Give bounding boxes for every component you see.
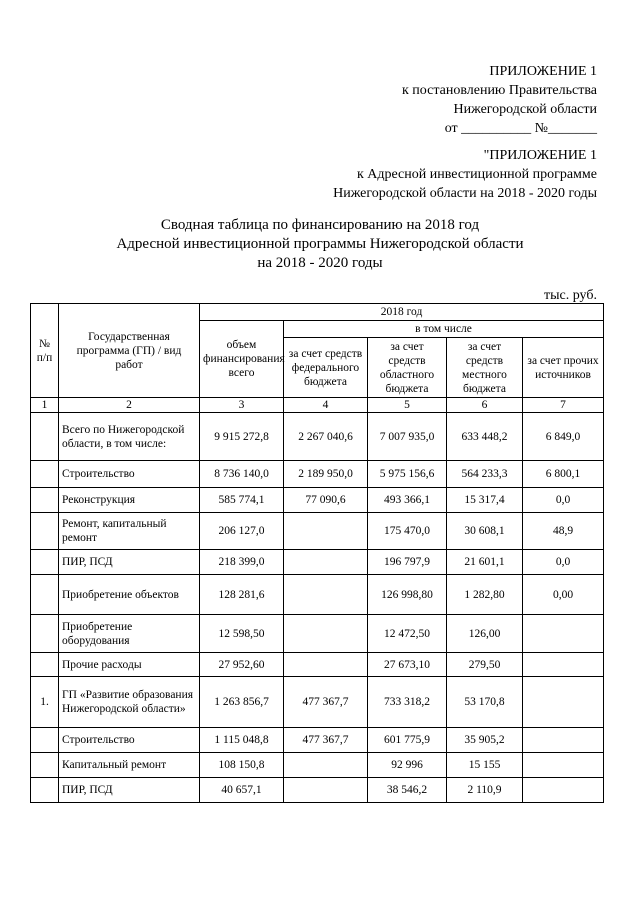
row-number	[31, 513, 59, 550]
row-regional: 601 775,9	[368, 728, 447, 753]
header-federal: за счет средств федерального бюджета	[284, 338, 368, 398]
row-local: 564 233,3	[447, 461, 523, 488]
row-federal	[284, 550, 368, 575]
row-other	[523, 778, 604, 803]
row-local: 633 448,2	[447, 413, 523, 461]
row-number	[31, 550, 59, 575]
row-total: 27 952,60	[200, 653, 284, 677]
table-row	[31, 677, 604, 728]
row-name: ГП «Развитие образования Нижегородской области»	[59, 677, 200, 728]
col-number-7: 7	[523, 398, 604, 413]
units-label: тыс. руб.	[544, 288, 597, 303]
table-row	[31, 413, 604, 461]
row-other	[523, 728, 604, 753]
row-name: Приобретение оборудования	[59, 615, 200, 653]
row-total: 206 127,0	[200, 513, 284, 550]
row-name: Строительство	[59, 728, 200, 753]
row-number	[31, 488, 59, 513]
col-number-4: 4	[284, 398, 368, 413]
table-row	[31, 753, 604, 778]
row-other: 6 849,0	[523, 413, 604, 461]
row-local: 126,00	[447, 615, 523, 653]
row-total: 218 399,0	[200, 550, 284, 575]
row-total: 128 281,6	[200, 575, 284, 615]
appendix-1-resolution: к постановлению Правительства	[401, 83, 597, 98]
header-year: 2018 год	[200, 304, 604, 321]
row-number	[31, 461, 59, 488]
table-row	[31, 615, 604, 653]
appendix-2-period: Нижегородской области на 2018 - 2020 годы	[333, 186, 597, 201]
row-regional: 27 673,10	[368, 653, 447, 677]
row-regional: 12 472,50	[368, 615, 447, 653]
row-total: 585 774,1	[200, 488, 284, 513]
row-other: 0,0	[523, 550, 604, 575]
row-local: 2 110,9	[447, 778, 523, 803]
row-other	[523, 753, 604, 778]
row-regional: 92 996	[368, 753, 447, 778]
table-row	[31, 461, 604, 488]
row-name: Всего по Нижегородской области, в том числе:	[59, 413, 200, 461]
row-name: Ремонт, капитальный ремонт	[59, 513, 200, 550]
row-regional: 38 546,2	[368, 778, 447, 803]
table-row	[31, 778, 604, 803]
row-name: Приобретение объектов	[59, 575, 200, 615]
row-regional: 493 366,1	[368, 488, 447, 513]
document-title-line-2: Адресной инвестиционной программы Нижегородской области	[116, 236, 524, 252]
col-number-2: 2	[59, 398, 200, 413]
header-including: в том числе	[284, 321, 604, 338]
row-federal: 77 090,6	[284, 488, 368, 513]
table-row	[31, 728, 604, 753]
table-row	[31, 513, 604, 550]
col-number-6: 6	[447, 398, 523, 413]
row-total: 12 598,50	[200, 615, 284, 653]
row-local: 30 608,1	[447, 513, 523, 550]
appendix-2-title: "ПРИЛОЖЕНИЕ 1	[483, 148, 597, 163]
table-row	[31, 550, 604, 575]
row-local: 53 170,8	[447, 677, 523, 728]
header-other: за счет прочих источников	[523, 338, 604, 398]
row-local: 21 601,1	[447, 550, 523, 575]
appendix-1-date-number: от __________ №_______	[444, 121, 597, 136]
row-regional: 126 998,80	[368, 575, 447, 615]
row-federal	[284, 513, 368, 550]
table-row	[31, 575, 604, 615]
appendix-1-header	[402, 62, 597, 138]
col-number-5: 5	[368, 398, 447, 413]
appendix-1-region: Нижегородской области	[453, 102, 597, 117]
table-row	[31, 488, 604, 513]
row-name: Строительство	[59, 461, 200, 488]
row-other: 0,0	[523, 488, 604, 513]
row-number	[31, 413, 59, 461]
document-title-line-1: Сводная таблица по финансированию на 2018 год	[160, 217, 480, 233]
col-number-3: 3	[200, 398, 284, 413]
table-row	[31, 653, 604, 677]
header-total: объем финансирования всего	[200, 321, 284, 398]
row-number	[31, 728, 59, 753]
row-total: 108 150,8	[200, 753, 284, 778]
row-other: 48,9	[523, 513, 604, 550]
row-federal	[284, 653, 368, 677]
row-federal	[284, 753, 368, 778]
row-total: 40 657,1	[200, 778, 284, 803]
row-other	[523, 615, 604, 653]
row-other	[523, 677, 604, 728]
row-regional: 196 797,9	[368, 550, 447, 575]
row-other: 6 800,1	[523, 461, 604, 488]
row-total: 1 263 856,7	[200, 677, 284, 728]
document-title	[0, 216, 640, 273]
header-number: № п/п	[31, 304, 59, 398]
appendix-2-header	[333, 146, 597, 203]
row-name: ПИР, ПСД	[59, 550, 200, 575]
header-local: за счет средств местного бюджета	[447, 338, 523, 398]
row-number: 1.	[31, 677, 59, 728]
row-name: Прочие расходы	[59, 653, 200, 677]
appendix-2-program: к Адресной инвестиционной программе	[356, 167, 597, 182]
row-federal: 2 267 040,6	[284, 413, 368, 461]
row-total: 8 736 140,0	[200, 461, 284, 488]
document-title-line-3: на 2018 - 2020 годы	[257, 255, 383, 271]
row-number	[31, 778, 59, 803]
row-total: 1 115 048,8	[200, 728, 284, 753]
row-local: 15 317,4	[447, 488, 523, 513]
row-other	[523, 653, 604, 677]
appendix-1-title: ПРИЛОЖЕНИЕ 1	[489, 64, 597, 79]
row-local: 15 155	[447, 753, 523, 778]
row-other: 0,00	[523, 575, 604, 615]
row-number	[31, 575, 59, 615]
financing-table	[30, 303, 604, 803]
col-number-1: 1	[31, 398, 59, 413]
row-number	[31, 653, 59, 677]
row-regional: 175 470,0	[368, 513, 447, 550]
row-total: 9 915 272,8	[200, 413, 284, 461]
row-local: 1 282,80	[447, 575, 523, 615]
row-regional: 733 318,2	[368, 677, 447, 728]
row-name: Капитальный ремонт	[59, 753, 200, 778]
row-number	[31, 615, 59, 653]
row-name: Реконструкция	[59, 488, 200, 513]
row-name: ПИР, ПСД	[59, 778, 200, 803]
row-federal	[284, 778, 368, 803]
row-number	[31, 753, 59, 778]
row-local: 279,50	[447, 653, 523, 677]
row-federal	[284, 615, 368, 653]
row-regional: 5 975 156,6	[368, 461, 447, 488]
row-federal: 477 367,7	[284, 677, 368, 728]
row-federal	[284, 575, 368, 615]
row-federal: 2 189 950,0	[284, 461, 368, 488]
header-program: Государственная программа (ГП) / вид работ	[59, 304, 200, 398]
row-regional: 7 007 935,0	[368, 413, 447, 461]
row-federal: 477 367,7	[284, 728, 368, 753]
header-regional: за счет средств областного бюджета	[368, 338, 447, 398]
row-local: 35 905,2	[447, 728, 523, 753]
